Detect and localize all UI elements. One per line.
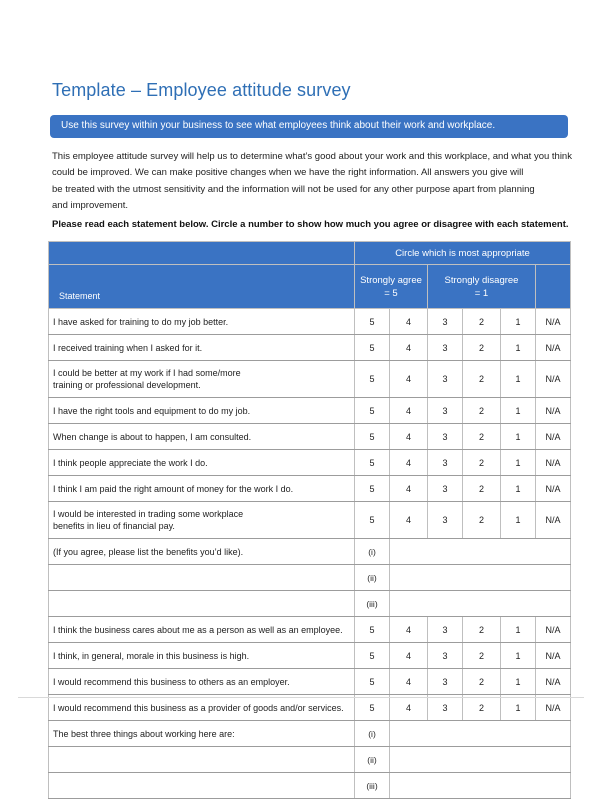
rating-option[interactable]: 3: [428, 335, 463, 361]
statement-cell: [49, 502, 355, 539]
rating-option[interactable]: 3: [428, 643, 463, 669]
rating-option[interactable]: N/A: [536, 502, 571, 539]
statement-text: I think, in general, morale in this business is high.: [53, 650, 250, 661]
answer-field[interactable]: [390, 539, 571, 565]
header-blank: [49, 242, 355, 265]
rating-option[interactable]: 4: [390, 695, 428, 721]
blank-cell: [49, 591, 355, 617]
statement-cell: [49, 669, 355, 695]
rating-option[interactable]: N/A: [536, 450, 571, 476]
statement-cell: [49, 617, 355, 643]
rating-option[interactable]: 2: [463, 309, 501, 335]
statement-cell: [49, 695, 355, 721]
statement-text: I have the right tools and equipment to do my job.: [53, 405, 251, 416]
rating-option[interactable]: 1: [501, 424, 536, 450]
list-item: [49, 539, 571, 565]
statement-text: I would be interested in trading some workplace: [53, 509, 244, 519]
rating-option[interactable]: 2: [463, 476, 501, 502]
rating-option[interactable]: N/A: [536, 361, 571, 398]
rating-option[interactable]: 2: [463, 669, 501, 695]
rating-option[interactable]: 5: [355, 669, 390, 695]
answer-field[interactable]: [390, 591, 571, 617]
table-row: [49, 617, 571, 643]
intro-line: and improvement.: [52, 199, 129, 211]
strongly-disagree-label: Strongly disagree: [444, 274, 519, 286]
statement-text: (If you agree, please list the benefits you’d like).: [53, 546, 244, 557]
rating-option[interactable]: 4: [390, 502, 428, 539]
survey-table: [48, 241, 571, 799]
rating-option[interactable]: 5: [355, 695, 390, 721]
list-marker: (i): [355, 539, 390, 565]
intro-banner: [50, 115, 568, 138]
answer-field[interactable]: [390, 721, 571, 747]
page-divider: [18, 697, 584, 698]
table-row: [49, 361, 571, 398]
rating-option[interactable]: N/A: [536, 669, 571, 695]
header-row-bottom: [49, 265, 571, 309]
rating-option[interactable]: 1: [501, 309, 536, 335]
rating-option[interactable]: N/A: [536, 476, 571, 502]
answer-field[interactable]: [390, 747, 571, 773]
list-item: [49, 565, 571, 591]
rating-option[interactable]: 2: [463, 335, 501, 361]
strongly-disagree-header: [428, 265, 536, 309]
circle-header: Circle which is most appropriate: [355, 242, 571, 265]
rating-option[interactable]: 3: [428, 695, 463, 721]
table-row: [49, 424, 571, 450]
rating-option[interactable]: 3: [428, 398, 463, 424]
statement-text: training or professional development.: [53, 380, 201, 390]
list-marker: (i): [355, 721, 390, 747]
rating-option[interactable]: 3: [428, 361, 463, 398]
intro-paragraph: [52, 149, 572, 214]
rating-option[interactable]: 5: [355, 502, 390, 539]
statement-cell: [49, 721, 355, 747]
table-row: [49, 476, 571, 502]
statement-header: Statement: [49, 265, 355, 309]
rating-option[interactable]: N/A: [536, 617, 571, 643]
statement-text: benefits in lieu of financial pay.: [53, 521, 175, 531]
banner-text: Use this survey within your business to see what employees think about their work and workplace.: [61, 120, 496, 131]
statement-text: I would recommend this business to others as an employer.: [53, 676, 290, 687]
table-row: [49, 669, 571, 695]
rating-option[interactable]: 2: [463, 695, 501, 721]
answer-field[interactable]: [390, 565, 571, 591]
strongly-agree-header: [355, 265, 428, 309]
statement-text: I have asked for training to do my job better.: [53, 316, 229, 327]
rating-option[interactable]: 5: [355, 335, 390, 361]
list-marker: (ii): [355, 747, 390, 773]
list-marker: (iii): [355, 773, 390, 799]
rating-option[interactable]: 1: [501, 669, 536, 695]
rating-option[interactable]: 4: [390, 335, 428, 361]
rating-option[interactable]: N/A: [536, 643, 571, 669]
statement-text: I could be better at my work if I had some/more: [53, 368, 241, 378]
rating-option[interactable]: 3: [428, 476, 463, 502]
blank-cell: [49, 565, 355, 591]
rating-option[interactable]: 2: [463, 398, 501, 424]
rating-option[interactable]: 1: [501, 361, 536, 398]
statement-cell: [49, 335, 355, 361]
rating-option[interactable]: 1: [501, 450, 536, 476]
statement-text: When change is about to happen, I am consulted.: [53, 431, 252, 442]
rating-option[interactable]: 4: [390, 476, 428, 502]
rating-option[interactable]: 3: [428, 502, 463, 539]
rating-option[interactable]: 4: [390, 424, 428, 450]
table-row: [49, 502, 571, 539]
rating-option[interactable]: 2: [463, 643, 501, 669]
rating-option[interactable]: 2: [463, 424, 501, 450]
rating-option[interactable]: 1: [501, 335, 536, 361]
rating-option[interactable]: N/A: [536, 424, 571, 450]
rating-option[interactable]: 2: [463, 361, 501, 398]
blank-cell: [49, 747, 355, 773]
intro-line: This employee attitude survey will help us to determine what’s good about your work and this workplace, and what you think: [52, 151, 572, 162]
table-row: [49, 398, 571, 424]
rating-option[interactable]: 5: [355, 424, 390, 450]
rating-option[interactable]: 4: [390, 450, 428, 476]
statement-cell: [49, 450, 355, 476]
rating-option[interactable]: 1: [501, 695, 536, 721]
rating-option[interactable]: 5: [355, 643, 390, 669]
rating-option[interactable]: 3: [428, 309, 463, 335]
rating-option[interactable]: 4: [390, 398, 428, 424]
list-item: [49, 773, 571, 799]
statement-text: I think the business cares about me as a person as well as an employee.: [53, 624, 343, 635]
rating-option[interactable]: 3: [428, 669, 463, 695]
rating-option[interactable]: 1: [501, 643, 536, 669]
instructions: Please read each statement below. Circle a number to show how much you agree or disagree with each statement.: [52, 219, 569, 230]
list-item: [49, 591, 571, 617]
list-item: [49, 747, 571, 773]
rating-option[interactable]: 5: [355, 398, 390, 424]
statement-text: I received training when I asked for it.: [53, 342, 203, 353]
rating-option[interactable]: 3: [428, 450, 463, 476]
rating-option[interactable]: 1: [501, 398, 536, 424]
rating-option[interactable]: 1: [501, 617, 536, 643]
rating-option[interactable]: N/A: [536, 335, 571, 361]
answer-field[interactable]: [390, 773, 571, 799]
rating-option[interactable]: 5: [355, 476, 390, 502]
table-row: [49, 335, 571, 361]
intro-line: could be improved. We can make positive changes when we have the right information. All answers you give will: [52, 167, 524, 179]
table-row: [49, 309, 571, 335]
rating-option[interactable]: N/A: [536, 398, 571, 424]
rating-option[interactable]: 3: [428, 617, 463, 643]
intro-line: be treated with the utmost sensitivity and the information will not be used for any other purpose apart from planning: [52, 183, 535, 195]
header-row-top: [49, 242, 571, 265]
rating-option[interactable]: 5: [355, 361, 390, 398]
statement-cell: [49, 476, 355, 502]
list-marker: (iii): [355, 591, 390, 617]
statement-cell: [49, 361, 355, 398]
rating-option[interactable]: 4: [390, 309, 428, 335]
rating-option[interactable]: N/A: [536, 309, 571, 335]
statement-text: The best three things about working here are:: [53, 728, 235, 739]
list-marker: (ii): [355, 565, 390, 591]
rating-option[interactable]: 4: [390, 669, 428, 695]
rating-option[interactable]: 4: [390, 643, 428, 669]
rating-option[interactable]: 2: [463, 450, 501, 476]
rating-option[interactable]: 5: [355, 450, 390, 476]
table-row: [49, 643, 571, 669]
statement-text: I think I am paid the right amount of money for the work I do.: [53, 483, 294, 494]
statement-text: I think people appreciate the work I do.: [53, 457, 208, 468]
rating-option[interactable]: 5: [355, 309, 390, 335]
rating-option[interactable]: N/A: [536, 695, 571, 721]
strongly-disagree-value: = 1: [474, 287, 489, 299]
table-row: [49, 695, 571, 721]
header-blank-right: [536, 265, 571, 309]
statement-text: I would recommend this business as a provider of goods and/or services.: [53, 702, 344, 713]
page-title: Template – Employee attitude survey: [52, 80, 351, 100]
blank-cell: [49, 773, 355, 799]
statement-cell: [49, 398, 355, 424]
list-item: [49, 721, 571, 747]
rating-option[interactable]: 2: [463, 617, 501, 643]
rating-option[interactable]: 4: [390, 617, 428, 643]
statement-cell: [49, 643, 355, 669]
statement-cell: [49, 539, 355, 565]
rating-option[interactable]: 1: [501, 476, 536, 502]
rating-option[interactable]: 5: [355, 617, 390, 643]
rating-option[interactable]: 4: [390, 361, 428, 398]
statement-cell: [49, 309, 355, 335]
rating-option[interactable]: 3: [428, 424, 463, 450]
rating-option[interactable]: 2: [463, 502, 501, 539]
rating-option[interactable]: 1: [501, 502, 536, 539]
strongly-agree-value: = 5: [384, 287, 398, 299]
strongly-agree-label: Strongly agree: [360, 274, 422, 286]
table-row: [49, 450, 571, 476]
statement-cell: [49, 424, 355, 450]
